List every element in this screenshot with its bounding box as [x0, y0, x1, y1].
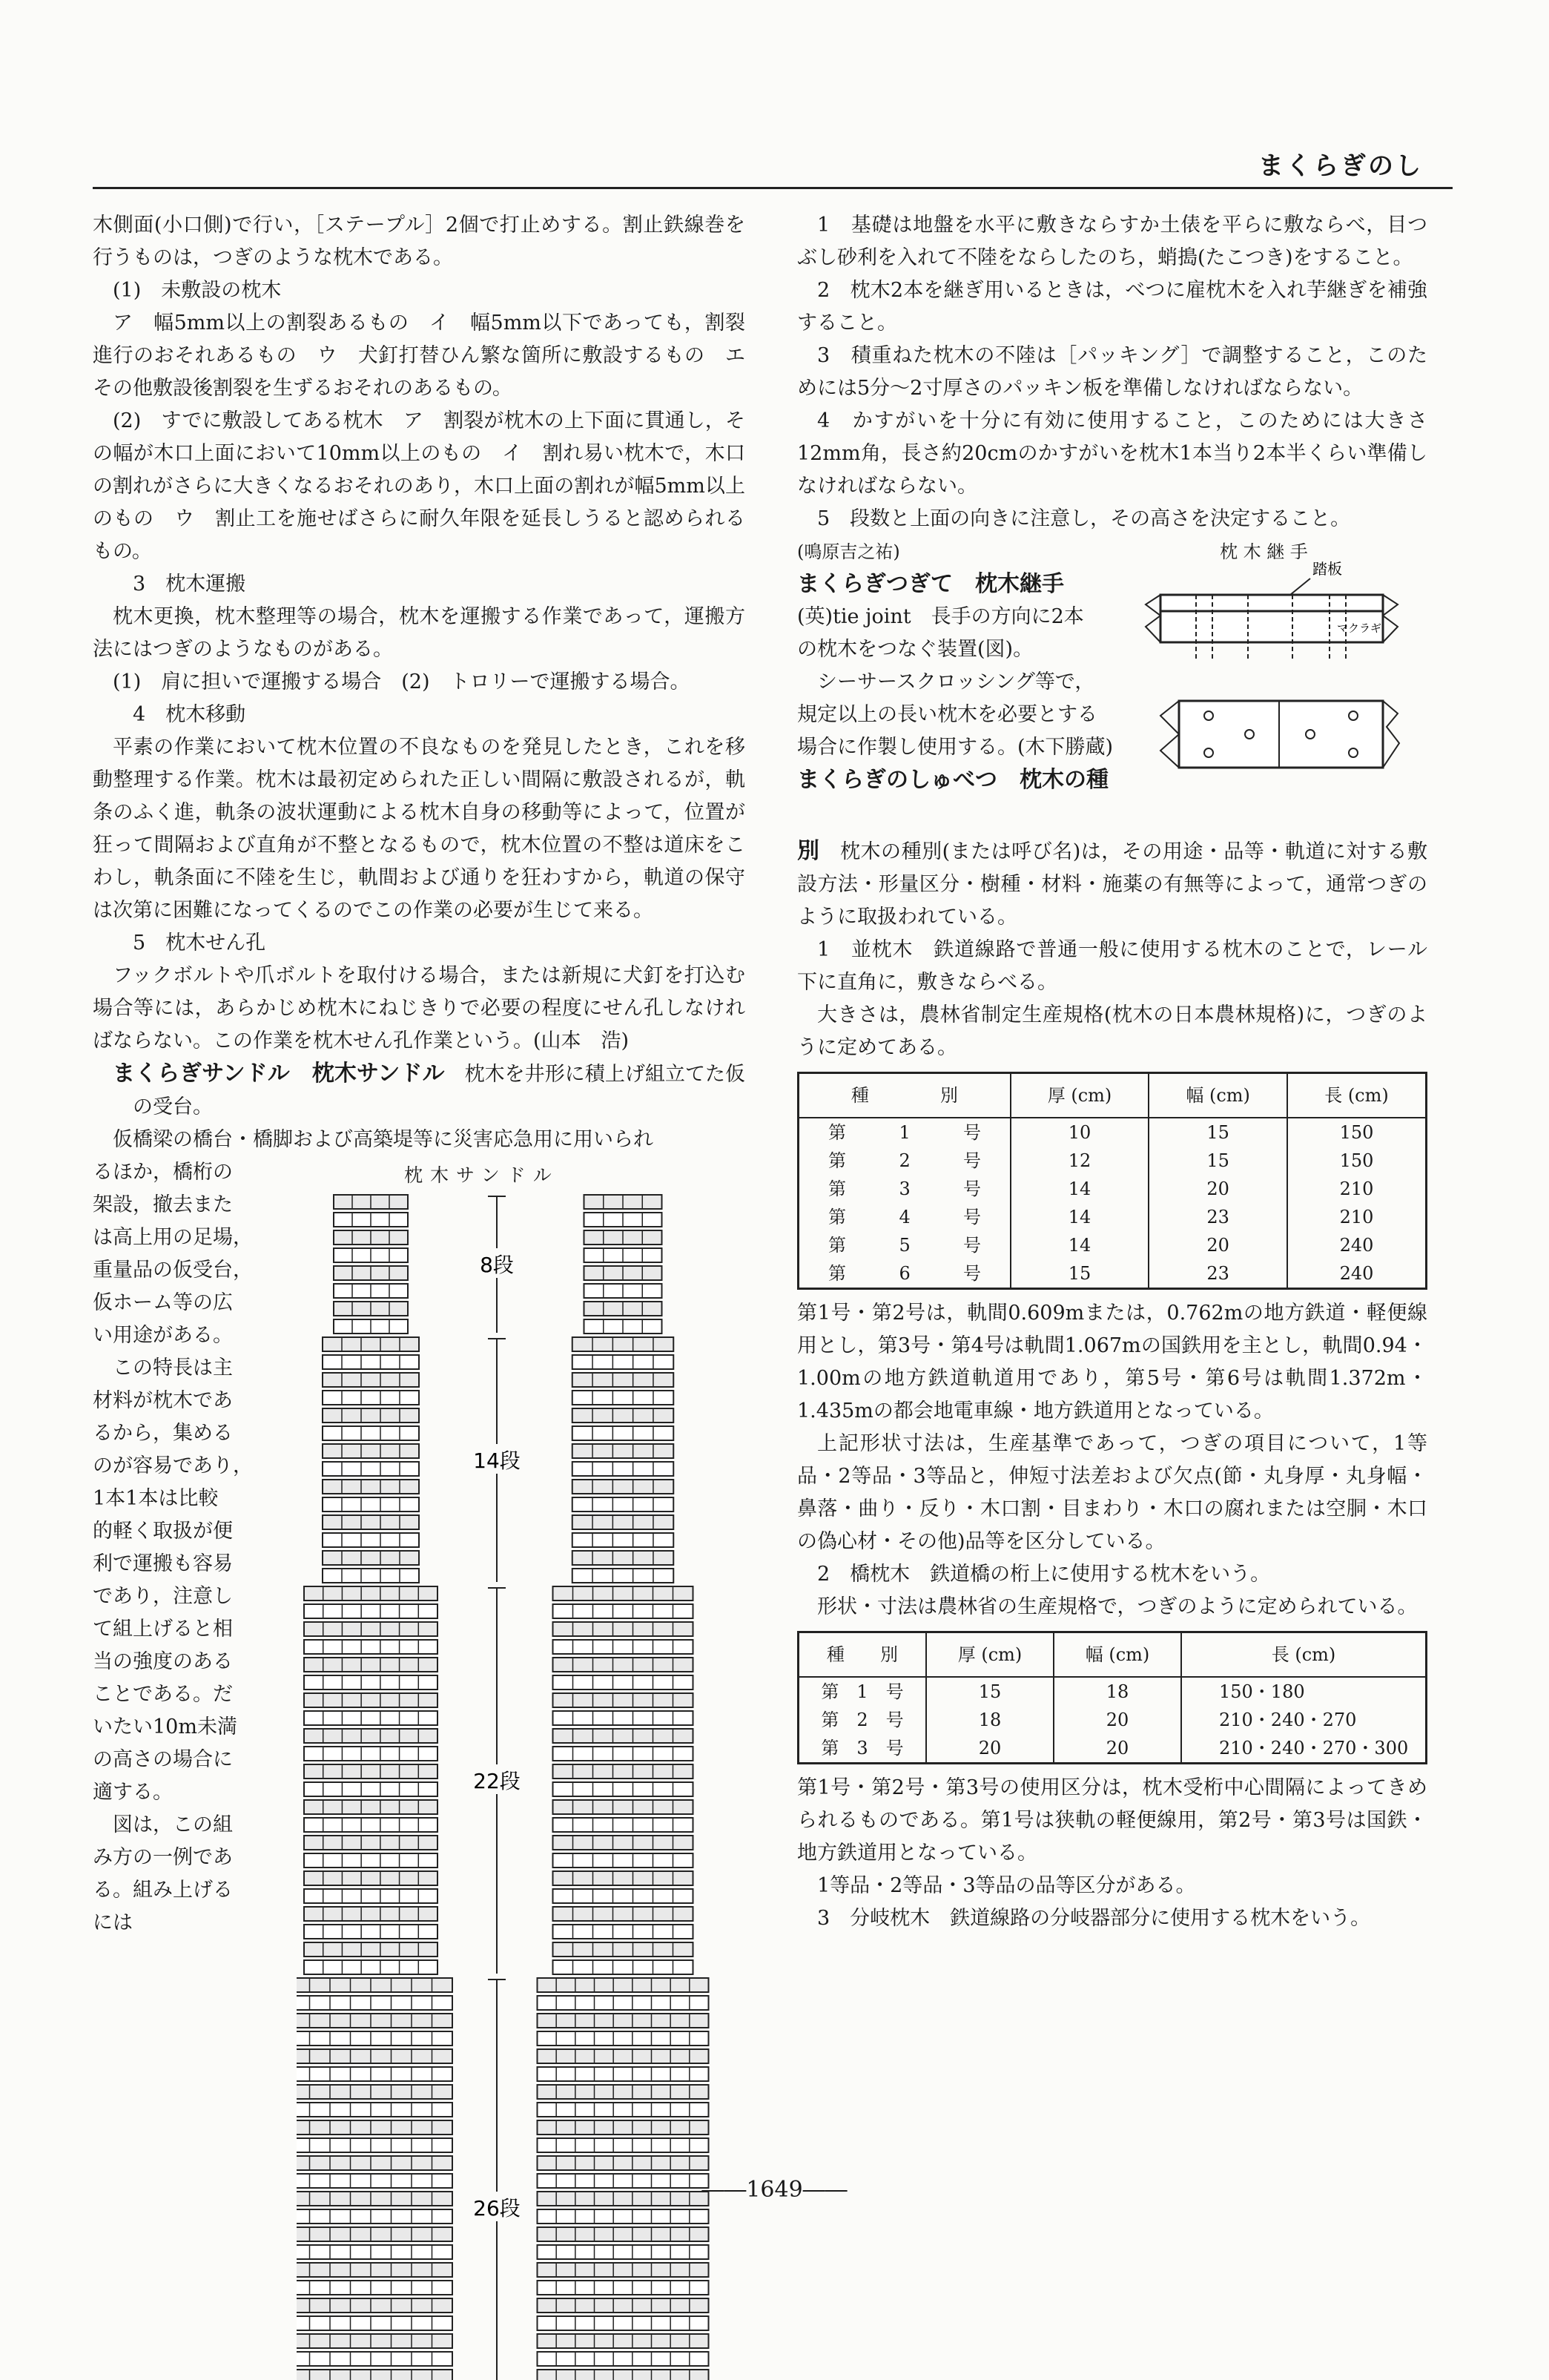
table-cell: 23	[1149, 1203, 1287, 1231]
sleeper-course	[538, 2049, 709, 2063]
sleeper-course	[304, 1586, 437, 1601]
table-row	[799, 1203, 1427, 1231]
sleeper-course	[304, 1711, 437, 1725]
sleeper-course	[538, 2209, 709, 2224]
sleeper-course	[323, 1391, 419, 1405]
author: (鳴原吉之祐)	[797, 541, 900, 562]
entry-line: (英)tie joint 長手の方向に2本	[797, 605, 1084, 628]
label-makuragi: マクラギ	[1337, 622, 1382, 635]
sleeper-course	[553, 1764, 693, 1779]
table-cell: 第	[828, 1122, 846, 1143]
sleeper-course	[538, 2227, 709, 2241]
paragraph: 3 分岐枕木 鉄道線路の分岐器部分に使用する枕木をいう。	[817, 1907, 1371, 1930]
sleeper-course	[553, 1711, 693, 1725]
sleeper-course	[553, 1871, 693, 1885]
sleeper-course	[553, 1729, 693, 1743]
tie-upper	[1160, 595, 1383, 611]
paragraph: 大きさは，農林省制定生産規格(枕木の日本農林規格)に，つぎのように定めてある。	[797, 1003, 1427, 1059]
sleeper-course	[538, 2298, 709, 2313]
header-rule	[93, 187, 1453, 189]
table-row	[799, 1147, 1427, 1175]
table-header: 幅 (cm)	[1149, 1073, 1287, 1118]
sleeper-course	[297, 2049, 452, 2063]
sleeper-course	[572, 1408, 674, 1423]
sleeper-course	[323, 1408, 419, 1423]
sleeper-course	[304, 1871, 437, 1885]
table-cell: 第 2 号	[821, 1710, 904, 1730]
paragraph: 2 枕木2本を継ぎ用いるときは，べつに雇枕木を入れ芋継ぎを補強すること。	[797, 279, 1427, 334]
table-cell: 14	[1011, 1231, 1149, 1259]
table-header: 厚 (cm)	[926, 1632, 1054, 1678]
table-nami-makuragi	[797, 1072, 1427, 1290]
narrow-text-line: 1本1本は比較	[93, 1487, 219, 1510]
sleeper-course	[553, 1693, 693, 1707]
table-cell: 150・180	[1181, 1677, 1427, 1706]
paragraph: (1) 肩に担いで運搬する場合 (2) トロリーで運搬する場合。	[113, 670, 690, 693]
narrow-text-line: のが容易であり，	[93, 1454, 253, 1477]
table-cell: 1	[899, 1122, 911, 1143]
left-column	[93, 209, 765, 2373]
sleeper-course	[304, 1800, 437, 1814]
narrow-text-line: には	[93, 1911, 133, 1934]
table-cell: 14	[1011, 1203, 1149, 1231]
sleeper-course	[553, 1800, 693, 1814]
table-header: 幅 (cm)	[1054, 1632, 1181, 1678]
sleeper-course	[323, 1569, 419, 1583]
table-header-row	[799, 1632, 1427, 1678]
sleeper-course	[323, 1444, 419, 1458]
paragraph: 1等品・2等品・3等品の品等区分がある。	[817, 1874, 1196, 1897]
entry-line: シーサースクロッシング等で，	[797, 670, 1095, 693]
table-header: 長 (cm)	[1181, 1632, 1427, 1678]
sleeper-course	[304, 1889, 437, 1903]
sleeper-course	[323, 1355, 419, 1369]
sleeper-course	[304, 1764, 437, 1779]
section-heading: 5 枕木せん孔	[133, 932, 266, 955]
table-cell: 2	[899, 1150, 911, 1171]
sleeper-course	[304, 1693, 437, 1707]
sleeper-course	[323, 1337, 419, 1351]
sleeper-course	[538, 2014, 709, 2028]
sleeper-course	[538, 2103, 709, 2117]
table-cell: 号	[962, 1179, 981, 1199]
sleeper-course	[323, 1533, 419, 1547]
figure-caption: 枕 木 継 手	[1220, 541, 1308, 562]
sleeper-course	[297, 1996, 452, 2010]
table-row	[799, 1231, 1427, 1259]
paragraph: 木側面(小口側)で行い，［ステープル］2個で打止めする。割止鉄線巻を行うものは，つぎのような枕木である。	[93, 214, 745, 269]
table-cell: 4	[899, 1207, 911, 1227]
paragraph: (1) 未敷設の枕木	[113, 279, 282, 302]
narrow-text-line: 図は，この組	[93, 1813, 233, 1836]
entry-headword-cont: 別	[797, 838, 820, 864]
table-cell: 240	[1287, 1231, 1427, 1259]
sleeper-course	[297, 2281, 452, 2295]
narrow-text-line: 仮ホーム等の広	[93, 1291, 233, 1314]
paragraph: 1 並枕木 鉄道線路で普通一般に使用する枕木のことで，レール下に直角に，敷きならべる。	[797, 938, 1427, 994]
narrow-text-line: いたい10m未満	[93, 1715, 237, 1738]
sleeper-course	[304, 1960, 437, 1974]
sleeper-course	[538, 1978, 709, 1992]
sleeper-course	[538, 2120, 709, 2135]
table-cell: 20	[1054, 1706, 1181, 1734]
sleeper-course	[304, 1622, 437, 1636]
sleeper-course	[572, 1391, 674, 1405]
sleeper-course	[304, 1604, 437, 1618]
narrow-text-line: この特長は主	[93, 1357, 233, 1379]
table-cell: 20	[1054, 1734, 1181, 1764]
sleeper-course	[572, 1337, 674, 1351]
sleeper-course	[297, 2316, 452, 2330]
narrow-text-line: るほか，橋桁の	[93, 1161, 233, 1184]
sleeper-course	[553, 1622, 693, 1636]
table-row	[799, 1259, 1427, 1289]
joint-block	[797, 560, 1427, 835]
sleeper-course	[323, 1373, 419, 1387]
table-cell: 18	[1054, 1677, 1181, 1706]
narrow-text-column	[93, 1156, 278, 1939]
table-row	[799, 1706, 1427, 1734]
table-row	[799, 1734, 1427, 1764]
entry-lines	[797, 601, 1131, 764]
narrow-text-line: 重量品の仮受台，	[93, 1259, 253, 1282]
sleeper-course	[538, 2316, 709, 2330]
sleeper-course	[553, 1782, 693, 1796]
table-cell: 23	[1149, 1259, 1287, 1289]
sleeper-course	[553, 1586, 693, 1601]
narrow-text-line: る。組み上げる	[93, 1879, 233, 1902]
sleeper-course	[572, 1515, 674, 1529]
narrow-text-line: い用途がある。	[93, 1324, 233, 1347]
table-cell: 18	[926, 1706, 1054, 1734]
sleeper-course	[553, 1960, 693, 1974]
sleeper-course	[297, 2085, 452, 2099]
sleeper-course	[323, 1497, 419, 1512]
table-cell: 第	[828, 1235, 846, 1256]
sleeper-course	[297, 2138, 452, 2152]
table-cell: 第	[828, 1207, 846, 1227]
section-heading: 3 枕木運搬	[133, 573, 246, 596]
table-cell: 150	[1287, 1147, 1427, 1175]
table-cell: 210・240・270	[1181, 1706, 1427, 1734]
paragraph: 枕木更換，枕木整理等の場合，枕木を運搬する作業であって，運搬方法にはつぎのようなものがある。	[93, 605, 745, 661]
table-cell: 第	[828, 1150, 846, 1171]
sleeper-course	[572, 1444, 674, 1458]
narrow-text-line: ことである。だ	[93, 1683, 233, 1706]
narrow-text-line: 適する。	[93, 1781, 173, 1804]
table-cell: 第 3 号	[821, 1738, 904, 1758]
narrow-text-line: の高さの場合に	[93, 1748, 233, 1771]
table-cell: 14	[1011, 1175, 1149, 1203]
sleeper-course	[538, 2031, 709, 2046]
sleeper-course	[297, 2298, 452, 2313]
narrow-text-line: 利で運搬も容易	[93, 1552, 233, 1575]
table-cell: 号	[962, 1207, 981, 1227]
narrow-text-line: み方の一例であ	[93, 1846, 233, 1869]
table-header: 厚 (cm)	[1011, 1073, 1149, 1118]
entry-line: 規定以上の長い枕木を必要とする	[797, 703, 1097, 726]
sleeper-course	[553, 1907, 693, 1921]
figure-caption: 枕木サンドル	[404, 1164, 559, 1186]
paragraph: 5 段数と上面の向きに注意し，その高さを決定すること。	[817, 507, 1351, 530]
sleeper-course	[538, 2263, 709, 2277]
sleeper-course	[304, 1818, 437, 1832]
sleeper-course	[538, 2334, 709, 2348]
sleeper-course	[538, 2245, 709, 2259]
sleeper-course	[297, 2263, 452, 2277]
paragraph: 形状・寸法は農林省の生産規格で，つぎのように定められている。	[817, 1595, 1418, 1618]
sleeper-course	[323, 1480, 419, 1494]
paragraph: 平素の作業において枕木位置の不良なものを発見したとき，これを移動整理する作業。枕木は最初定められた正しい間隔に敷設されるが，軌条のふく進，軌条の波状運動による枕木自身の移動等によって，位置が狂って間隔および直角が不整となるもので，枕木位置の不整は道床をこわし，軌条面に不陸を生じ，軌間および通りを狂わすから，軌道の保守は次第に困難になってくるのでこの作業の必要が生じて来る。	[93, 736, 745, 922]
sleeper-course	[553, 1818, 693, 1832]
sleeper-course	[538, 2156, 709, 2170]
table-cell: 第 1 号	[821, 1681, 904, 1702]
table-cell: 20	[1149, 1231, 1287, 1259]
table-cell: 210・240・270・300	[1181, 1734, 1427, 1764]
entry-line: 場合に作製し使用する。(木下勝蔵)	[797, 736, 1114, 759]
sleeper-course	[297, 1978, 452, 1992]
paragraph: 2 橋枕木 鉄道橋の桁上に使用する枕木をいう。	[817, 1563, 1271, 1586]
table-cell: 10	[1011, 1118, 1149, 1147]
tier-label: 22段	[473, 1769, 521, 1793]
narrow-text-line: は高上用の足場，	[93, 1226, 253, 1249]
label-fumiita: 踏板	[1312, 560, 1342, 578]
sleeper-course	[297, 2067, 452, 2081]
sleeper-course	[297, 2352, 452, 2366]
narrow-text-line: て組上げると相	[93, 1618, 233, 1641]
sleeper-course	[553, 1658, 693, 1672]
table-cell: 15	[926, 1677, 1054, 1706]
sleeper-course	[572, 1462, 674, 1476]
sleeper-course	[572, 1569, 674, 1583]
table-cell: 150	[1287, 1118, 1427, 1147]
sleeper-course	[553, 1836, 693, 1850]
sleeper-course	[323, 1515, 419, 1529]
sleeper-course	[553, 1640, 693, 1654]
table-header: 長 (cm)	[1287, 1073, 1427, 1118]
sleeper-course	[323, 1551, 419, 1565]
table-cell: 号	[962, 1150, 981, 1171]
sleeper-course	[538, 2370, 709, 2380]
table-cell: 15	[1011, 1259, 1149, 1289]
paragraph: 1 基礎は地盤を水平に敷きならすか土俵を平らに敷ならべ，目つぶし砂利を入れて不陸をならしたのち，蛸搗(たこつき)をすること。	[797, 214, 1427, 269]
narrow-text-line: 材料が枕木であ	[93, 1389, 233, 1412]
table-header: 種 別	[799, 1073, 1011, 1118]
sleeper-course	[304, 1942, 437, 1957]
narrow-text-line: 的軽く取扱が便	[93, 1520, 233, 1543]
table-hashi-makuragi	[797, 1631, 1427, 1764]
page-number: ――1649――	[701, 2177, 848, 2203]
table-cell: 6	[899, 1263, 911, 1284]
table-cell: 20	[1149, 1175, 1287, 1203]
table-row	[799, 1677, 1427, 1706]
tier-label: 26段	[473, 2196, 521, 2221]
table-cell: 5	[899, 1235, 911, 1256]
paragraph: 上記形状寸法は，生産基準であって，つぎの項目について，1等品・2等品・3等品と，伸短寸法差および欠点(節・丸身厚・丸身幅・鼻落・曲り・反り・木口割・目まわり・木口の腐れまたは空胴・木口の偽心材・その他)品等を区分している。	[797, 1432, 1427, 1553]
sleeper-course	[553, 1747, 693, 1761]
sleeper-course	[304, 1747, 437, 1761]
paragraph: 4 かすがいを十分に有効に使用すること，このためには大きさ12mm角，長さ約20cmのかすがいを枕木1本当り2本半くらい準備しなければならない。	[797, 409, 1427, 498]
table-cell: 号	[962, 1122, 981, 1143]
sleeper-course	[538, 2067, 709, 2081]
sleeper-course	[304, 1925, 437, 1939]
entry-line: の枕木をつなぐ装置(図)。	[797, 638, 1034, 661]
table-row	[799, 1175, 1427, 1203]
table-cell: 20	[926, 1734, 1054, 1764]
sleeper-course	[572, 1480, 674, 1494]
tier-label: 8段	[480, 1253, 514, 1277]
entry-headword: まくらぎのしゅべつ 枕木の種	[797, 767, 1109, 793]
sleeper-course	[297, 2227, 452, 2241]
running-head: まくらぎのし	[1258, 151, 1423, 181]
entry-definition-text: 枕木の種別(または呼び名)は，その用途・品等・軌道に対する敷設方法・形量区分・樹種・材料・施薬の有無等によって，通常つぎのように取扱われている。	[797, 840, 1427, 929]
sleeper-course	[304, 1640, 437, 1654]
table-cell: 号	[962, 1235, 981, 1256]
sleeper-course	[297, 2209, 452, 2224]
sleeper-course	[572, 1551, 674, 1565]
sleeper-course	[297, 2334, 452, 2348]
sleeper-course	[553, 1675, 693, 1690]
sleeper-course	[538, 2281, 709, 2295]
right-column	[797, 209, 1427, 1935]
narrow-text-line: であり，注意し	[93, 1585, 233, 1608]
table-cell: 15	[1149, 1147, 1287, 1175]
sleeper-course	[297, 2031, 452, 2046]
sleeper-course	[553, 1942, 693, 1957]
table-cell: 210	[1287, 1203, 1427, 1231]
sleeper-course	[553, 1925, 693, 1939]
sleeper-course	[538, 2138, 709, 2152]
sleeper-course	[304, 1907, 437, 1921]
sleeper-course	[304, 1782, 437, 1796]
entry-headword: まくらぎサンドル 枕木サンドル	[113, 1061, 445, 1087]
sleeper-course	[538, 2352, 709, 2366]
paragraph: 第1号・第2号は，軌間0.609mまたは，0.762mの地方鉄道・軽便線用とし，第3号・第4号は軌間1.067mの国鉄用を主とし，軌間0.94・1.00mの地方鉄道軌道用であり，第5号・第6号は軌間1.372m・1.435mの都会地電車線・地方鉄道用となっている。	[797, 1302, 1427, 1423]
entry-headword: まくらぎつぎて 枕木継手	[797, 571, 1064, 597]
table-row	[799, 1118, 1427, 1147]
sleeper-course	[304, 1675, 437, 1690]
sleeper-course	[572, 1426, 674, 1440]
paragraph: フックボルトや爪ボルトを取付ける場合，または新規に犬釘を打込む場合等には，あらかじめ枕木にねじきりで必要の程度にせん孔しなければならない。この作業を枕木せん孔作業という。(山本 浩)	[93, 964, 745, 1052]
sleeper-course	[323, 1426, 419, 1440]
sleeper-course	[553, 1889, 693, 1903]
entry-definition	[797, 835, 1427, 934]
sleeper-course	[304, 1729, 437, 1743]
table-cell: 号	[962, 1263, 981, 1284]
sleeper-course	[297, 2103, 452, 2117]
table-header-row	[799, 1073, 1427, 1118]
narrow-text-line: 架設，撤去また	[93, 1193, 233, 1216]
sleeper-course	[304, 1836, 437, 1850]
tier-label: 14段	[473, 1448, 521, 1473]
table-header: 種 別	[799, 1632, 927, 1678]
sleeper-course	[297, 2014, 452, 2028]
table-cell: 240	[1287, 1259, 1427, 1289]
sleeper-course	[538, 2085, 709, 2099]
sleeper-course	[304, 1658, 437, 1672]
sleeper-course	[572, 1533, 674, 1547]
table-cell: 12	[1011, 1147, 1149, 1175]
paragraph: 3 積重ねた枕木の不陸は［パッキング］で調整すること，このためには5分～2寸厚さのパッキン板を準備しなければならない。	[797, 344, 1427, 400]
table-cell: 第	[828, 1179, 846, 1199]
table-cell: 210	[1287, 1175, 1427, 1203]
paragraph: (2) すでに敷設してある枕木 ア 割裂が枕木の上下面に貫通し，その幅が木口上面において10mm以上のもの イ 割れ易い枕木で，木口の割れがさらに大きくなるおそれのあり，木口上面の割れが幅5mm以上のもの ウ 割止工を施せばさらに耐久年限を延長しうると認められるもの。	[93, 409, 745, 563]
table-cell: 3	[899, 1179, 911, 1199]
sleeper-course	[572, 1355, 674, 1369]
paragraph: ア 幅5mm以上の割裂あるもの イ 幅5mm以下であっても，割裂進行のおそれあるもの ウ 犬釘打替ひん繁な箇所に敷設するもの エ その他敷設後割裂を生ずるおそれのあるもの。	[93, 311, 765, 400]
section-heading: 4 枕木移動	[133, 703, 246, 726]
sleeper-course	[297, 2245, 452, 2259]
entry-headword-line	[797, 764, 1131, 797]
sleeper-course	[297, 2370, 452, 2380]
table-cell: 第	[828, 1263, 846, 1284]
sleeper-course	[304, 1853, 437, 1868]
entry-sandoru	[93, 1058, 745, 1124]
sleeper-course	[297, 2120, 452, 2135]
paragraph: 第1号・第2号・第3号の使用区分は，枕木受桁中心間隔によってきめられるものである。第1号は狭軌の軽便線用，第2号・第3号は国鉄・地方鉄道用となっている。	[797, 1776, 1427, 1865]
narrow-text-line: 当の強度のある	[93, 1650, 233, 1673]
sleeper-course	[553, 1604, 693, 1618]
tie-joint-figure	[1138, 549, 1427, 794]
sleeper-course	[572, 1373, 674, 1387]
sleeper-course	[553, 1853, 693, 1868]
table-cell: 15	[1149, 1118, 1287, 1147]
narrow-text-line: るから，集める	[93, 1422, 233, 1445]
entry-definition: 枕木を井形に積上げ組立てた仮の受台。	[133, 1063, 746, 1118]
sleeper-course	[297, 2156, 452, 2170]
sleeper-course	[538, 1996, 709, 2010]
sleeper-course	[572, 1497, 674, 1512]
sleeper-course	[323, 1462, 419, 1476]
paragraph: 仮橋梁の橋台・橋脚および高築堤等に災害応急用に用いられ	[113, 1128, 653, 1151]
